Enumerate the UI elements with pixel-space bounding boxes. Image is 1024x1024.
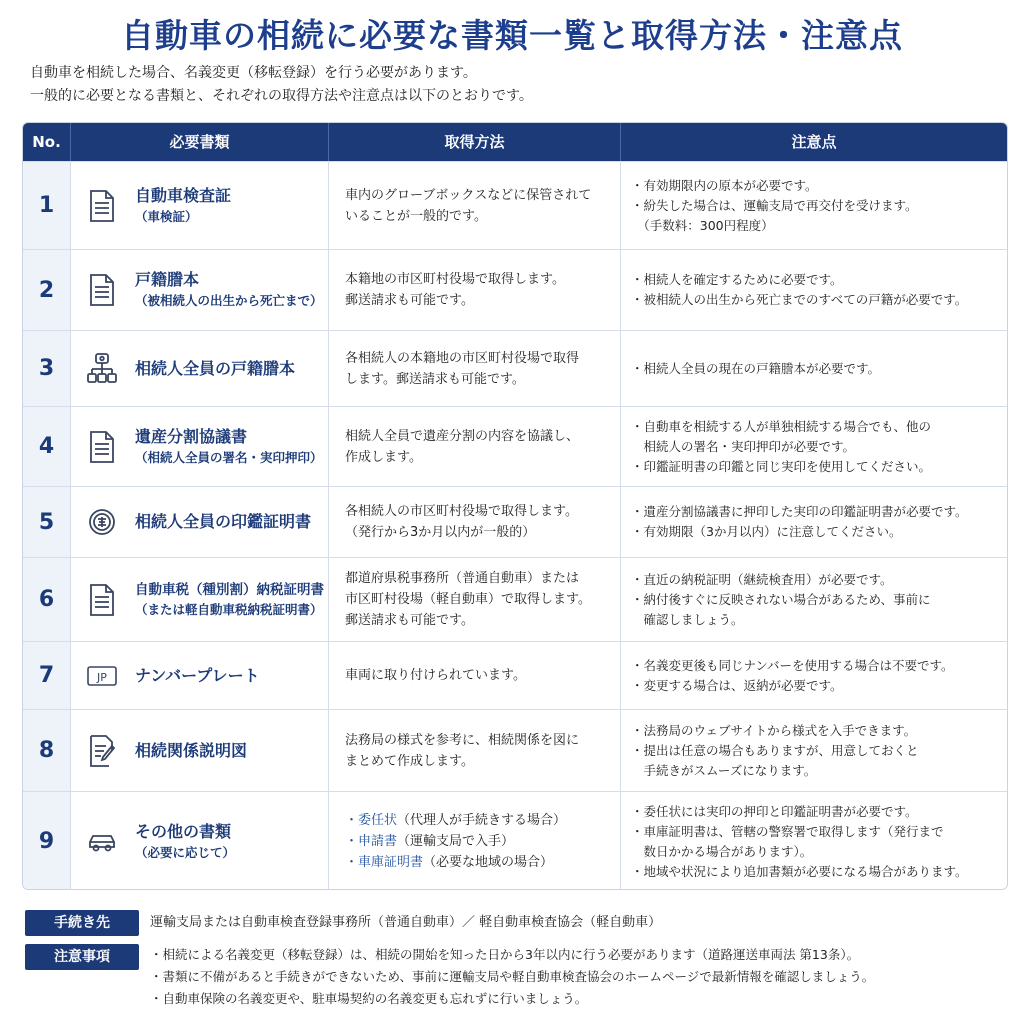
method-item-detail: （運輸支局で入手） — [397, 834, 515, 849]
table-row — [23, 486, 1007, 557]
method-line: 都道府県税事務所（普通自動車）または — [345, 571, 580, 586]
note-line: ・印鑑証明書の印鑑と同じ実印を使用してください。 — [631, 458, 932, 474]
note-line: ・車庫証明書は、管轄の警察署で取得します（発行まで — [631, 823, 944, 839]
document-cell — [71, 710, 329, 791]
row-number: 4 — [23, 407, 71, 486]
method-text — [345, 269, 565, 311]
table-row — [23, 709, 1007, 791]
document-name: 相続人全員の戸籍謄本 — [135, 358, 296, 378]
document-subtitle: （必要に応じて） — [135, 844, 236, 860]
table-row — [23, 249, 1007, 330]
method-item — [345, 810, 566, 831]
document-cell — [71, 487, 329, 557]
method-line: 法務局の様式を参考に、相続関係を図に — [345, 732, 580, 748]
caution-label: 注意事項 — [25, 944, 139, 970]
method-text — [345, 665, 526, 686]
car-icon — [87, 825, 117, 859]
note-line: ・納付後すぐに反映されない場合があるため、事前に — [631, 591, 931, 607]
method-line: いることが一般的です。 — [345, 208, 487, 224]
method-line: 車内のグローブボックスなどに保管されて — [345, 187, 592, 203]
method-cell — [329, 250, 621, 330]
document-name: 遺産分割協議書 — [135, 426, 248, 446]
document-name: 自動車検査証 — [135, 185, 232, 205]
note-line: ・紛失した場合は、運輸支局で再交付を受けます。 — [631, 197, 918, 213]
method-line: まとめて作成します。 — [345, 753, 474, 769]
method-line: 郵送請求も可能です。 — [345, 293, 474, 308]
method-cell — [329, 792, 621, 890]
method-line: します。郵送請求も可能です。 — [345, 371, 525, 387]
document-name: 戸籍謄本 — [135, 270, 200, 289]
bullet: ・ — [345, 855, 359, 870]
method-text — [345, 568, 591, 631]
note-line: ・名義変更後も同じナンバーを使用する場合は不要です。 — [631, 657, 954, 673]
method-item-name: 申請書 — [358, 834, 398, 849]
header-notes: 注意点 — [791, 133, 837, 151]
bullet: ・ — [345, 834, 359, 849]
office-text: 運輸支局または自動車検査登録事務所（普通自動車）／ 軽自動車検査協会（軽自動車） — [150, 915, 662, 930]
caution-line: ・自動車保険の名義変更や、駐車場契約の名義変更も忘れずに行いましょう。 — [150, 991, 588, 1006]
document-edit-icon — [87, 734, 117, 768]
row-number: 6 — [23, 558, 71, 641]
document-cell — [71, 250, 329, 330]
method-line: 車両に取り付けられています。 — [345, 668, 526, 683]
document-cell — [71, 558, 329, 641]
method-text — [345, 501, 578, 543]
row-number: 2 — [23, 250, 71, 330]
method-line: 相続人全員で遺産分割の内容を協議し、 — [345, 428, 580, 444]
seal-icon — [87, 505, 117, 539]
method-list — [345, 810, 566, 873]
document-cell — [71, 407, 329, 486]
page-title: 自動車の相続に必要な書類一覧と取得方法・注意点 — [121, 16, 903, 55]
notes-cell — [621, 642, 1007, 709]
row-number: 5 — [23, 487, 71, 557]
document-name: 自動車税（種別割）納税証明書 — [135, 581, 324, 598]
document-cell — [71, 331, 329, 406]
row-number: 1 — [23, 162, 71, 249]
method-text — [345, 426, 579, 468]
document-icon — [87, 273, 117, 307]
method-line: 郵送請求も可能です。 — [345, 613, 474, 628]
notes-cell — [621, 792, 1007, 890]
note-line: ・相続人を確定するために必要です。 — [631, 272, 843, 287]
method-line: 作成します。 — [345, 449, 422, 465]
document-subtitle: （または軽自動車税納税証明書） — [135, 601, 323, 617]
note-line: ・自動車を相続する人が単独相続する場合でも、他の — [631, 418, 932, 434]
method-line: 各相続人の市区町村役場で取得します。 — [345, 504, 578, 519]
method-line: （発行から3か月以内が一般的） — [345, 525, 536, 540]
method-cell — [329, 407, 621, 486]
intro-text — [30, 62, 533, 108]
method-item-detail: （必要な地域の場合） — [423, 855, 554, 870]
intro-line: 一般的に必要となる書類と、それぞれの取得方法や注意点は以下のとおりです。 — [30, 88, 533, 104]
method-text — [345, 185, 591, 227]
method-cell — [329, 487, 621, 557]
method-item-detail: （代理人が手続きする場合） — [397, 813, 567, 828]
documents-table — [22, 122, 1008, 890]
document-name: 相続関係説明図 — [135, 740, 248, 760]
method-cell — [329, 642, 621, 709]
method-line: 市区町村役場（軽自動車）で取得します。 — [345, 592, 591, 607]
row-number: 9 — [23, 792, 71, 890]
document-icon — [87, 430, 117, 464]
table-row — [23, 641, 1007, 709]
note-line: 数日かかる場合があります）。 — [631, 843, 813, 859]
notes-cell — [621, 710, 1007, 791]
document-icon — [87, 189, 117, 223]
notes-cell — [621, 407, 1007, 486]
note-line: 手続きがスムーズになります。 — [631, 762, 817, 778]
note-line: ・委任状には実印の押印と印鑑証明書が必要です。 — [631, 803, 918, 819]
notes-cell — [621, 162, 1007, 249]
document-subtitle: （相続人全員の署名・実印押印） — [135, 449, 323, 465]
table-header — [23, 123, 1007, 161]
bullet: ・ — [345, 813, 359, 828]
note-line: ・地域や状況により追加書類が必要になる場合があります。 — [631, 863, 968, 879]
document-subtitle: （被相続人の出生から死亡まで） — [135, 293, 323, 308]
notes-cell — [621, 487, 1007, 557]
notes-cell — [621, 558, 1007, 641]
document-subtitle: （車検証） — [135, 208, 198, 224]
row-number: 7 — [23, 642, 71, 709]
note-line: 確認しましょう。 — [631, 611, 744, 627]
table-row — [23, 557, 1007, 641]
note-line: 相続人の署名・実印押印が必要です。 — [631, 438, 856, 454]
note-line: ・被相続人の出生から死亡までのすべての戸籍が必要です。 — [631, 292, 968, 307]
intro-line: 自動車を相続した場合、名義変更（移転登録）を行う必要があります。 — [30, 65, 477, 81]
caution-line: ・書類に不備があると手続きができないため、事前に運輸支局や軽自動車検査協会のホームページで最新情報を確認しましょう。 — [150, 969, 875, 984]
note-line: ・提出は任意の場合もありますが、用意しておくと — [631, 742, 919, 758]
document-name: ナンバープレート — [135, 665, 260, 685]
note-line: ・相続人全員の現在の戸籍謄本が必要です。 — [631, 360, 881, 376]
note-line: ・遺産分割協議書に押印した実印の印鑑証明書が必要です。 — [631, 504, 968, 519]
header-method: 取得方法 — [329, 123, 621, 161]
header-documents: 必要書類 — [71, 123, 329, 161]
method-text — [345, 348, 579, 390]
svg-text:JP: JP — [97, 670, 107, 684]
family-tree-icon — [87, 352, 117, 386]
method-cell — [329, 558, 621, 641]
method-item-name: 車庫証明書 — [358, 855, 424, 870]
document-cell — [71, 642, 329, 709]
method-cell — [329, 710, 621, 791]
document-name: 相続人全員の印鑑証明書 — [135, 512, 312, 531]
header-no: No. — [23, 123, 71, 161]
method-cell — [329, 331, 621, 406]
license-plate-icon — [87, 659, 117, 693]
method-line: 各相続人の本籍地の市区町村役場で取得 — [345, 350, 580, 366]
method-item — [345, 831, 566, 852]
document-name: その他の書類 — [135, 821, 232, 841]
method-line: 本籍地の市区町村役場で取得します。 — [345, 272, 565, 287]
document-cell — [71, 792, 329, 890]
method-item — [345, 852, 566, 873]
note-line: ・法務局のウェブサイトから様式を入手できます。 — [631, 722, 917, 738]
notes-cell — [621, 331, 1007, 406]
table-row — [23, 791, 1007, 890]
office-label: 手続き先 — [25, 910, 139, 936]
note-line: ・直近の納税証明（継続検査用）が必要です。 — [631, 571, 893, 587]
caution-text — [150, 944, 874, 1010]
row-number: 8 — [23, 710, 71, 791]
notes-cell — [621, 250, 1007, 330]
note-line: ・有効期限（3か月以内）に注意してください。 — [631, 524, 902, 539]
note-line: （手数料：300円程度） — [631, 217, 774, 233]
document-icon — [87, 583, 117, 617]
row-number: 3 — [23, 331, 71, 406]
table-row — [23, 161, 1007, 249]
method-text — [345, 730, 579, 772]
method-cell — [329, 162, 621, 249]
table-row — [23, 406, 1007, 486]
note-line: ・有効期限内の原本が必要です。 — [631, 177, 818, 193]
caution-line: ・相続による名義変更（移転登録）は、相続の開始を知った日から3年以内に行う必要があります（道路運送車両法 第13条）。 — [150, 947, 860, 962]
document-cell — [71, 162, 329, 249]
method-item-name: 委任状 — [358, 813, 398, 828]
note-line: ・変更する場合は、返納が必要です。 — [631, 677, 843, 693]
table-row — [23, 330, 1007, 406]
